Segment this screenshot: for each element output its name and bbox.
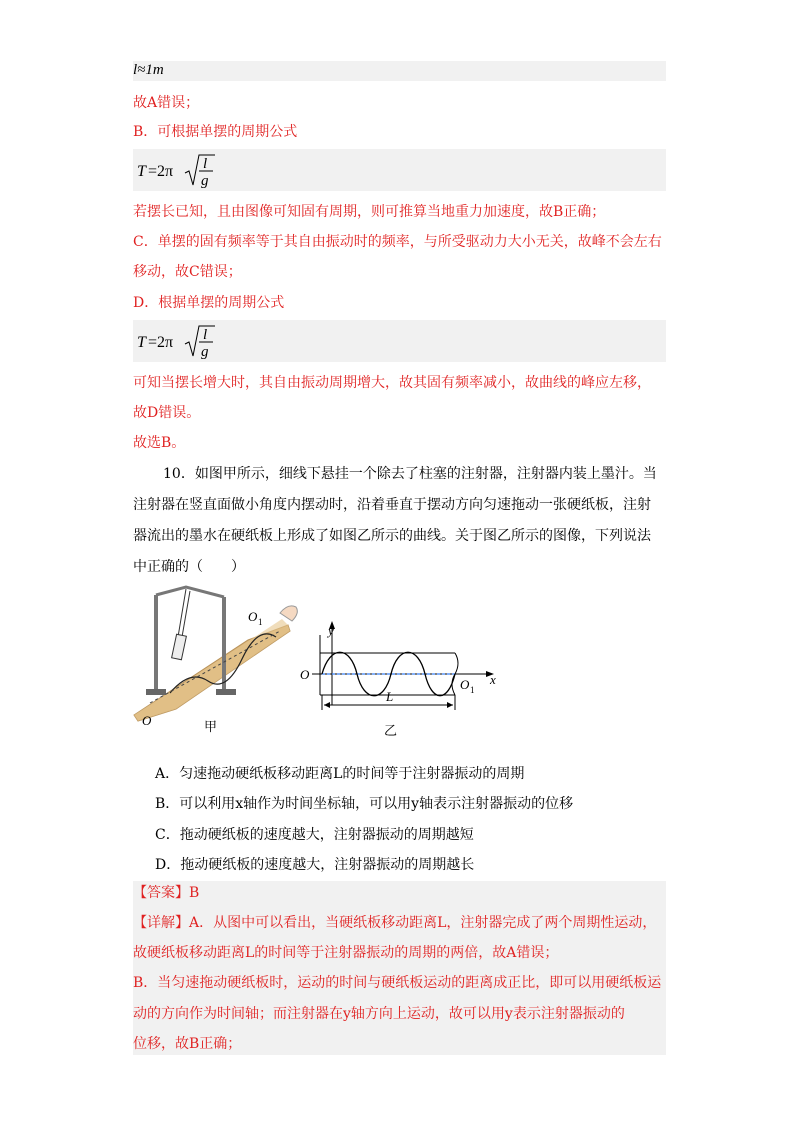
stand-base-left (146, 689, 166, 695)
period-formula-1 (133, 149, 666, 191)
formula-den: g (201, 344, 209, 360)
stand-left-post (154, 595, 158, 693)
text-d-conc-2: 故D错误。 (133, 405, 201, 421)
x-label: x (490, 672, 496, 687)
period-formula-2 (133, 320, 666, 362)
detail-line-4: 动的方向作为时间轴；而注射器在y轴方向上运动，故可以用y表示注射器振动的 (133, 1006, 625, 1022)
text-choose: 故选B。 (133, 435, 186, 451)
jia-label: 甲 (204, 719, 218, 734)
detail-line-3: B．当匀速拖动硬纸板时，运动的时间与硬纸板运动的距离成正比，即可以用硬纸板运 (133, 975, 662, 991)
l-label: L (386, 689, 394, 704)
formula-eq: =2π (148, 163, 174, 180)
svg-text:1: 1 (258, 617, 263, 627)
answer-block (133, 881, 666, 1055)
text-d-conc-1: 可知当摆长增大时，其自由振动周期增大，故其固有频率减小，故曲线的峰应左移， (133, 375, 651, 391)
detail-line-1: 【详解】A．从图中可以看出，当硬纸板移动距离L，注射器完成了两个周期性运动， (133, 915, 657, 931)
detail-line-5: 位移，故B正确； (133, 1036, 242, 1052)
question-line-3: 器流出的墨水在硬纸板上形成了如图乙所示的曲线。关于图乙所示的图像，下列说法 (133, 528, 651, 544)
answer-value: B (189, 885, 200, 901)
y-label: y (328, 623, 334, 638)
answer-line (133, 884, 666, 902)
period-formula-2-svg (133, 320, 333, 362)
text-b-intro: B．可根据单摆的周期公式 (133, 124, 298, 140)
formula-T: T (137, 163, 146, 180)
formula-eq: =2π (148, 334, 174, 351)
o1-label-jia: O (248, 609, 258, 624)
o-label-jia: O (142, 713, 152, 728)
text-c-2: 移动，故C错误； (133, 264, 242, 280)
question-line-4: 中正确的（ ） (133, 559, 245, 575)
formula-T: T (137, 334, 146, 351)
option-b: B．可以利用x轴作为时间坐标轴，可以用y轴表示注射器振动的位移 (155, 796, 574, 812)
option-c: C．拖动硬纸板的速度越大，注射器振动的周期越短 (155, 827, 474, 843)
hand-icon (280, 606, 297, 621)
text-d-intro: D．根据单摆的周期公式 (133, 295, 285, 311)
option-a: A．匀速拖动硬纸板移动距离L的时间等于注射器振动的周期 (155, 766, 525, 782)
period-formula-1-svg (133, 149, 333, 191)
graph-yi (300, 621, 496, 738)
formula-text: l≈1m (133, 62, 164, 78)
option-d: D．拖动硬纸板的速度越大，注射器振动的周期越长 (155, 857, 475, 873)
question-line-1: 10．如图甲所示，细线下悬挂一个除去了柱塞的注射器，注射器内装上墨汁。当 (163, 466, 657, 482)
pendulum-figure (130, 585, 510, 745)
o-label-yi: O (300, 667, 310, 682)
text-c-1: C．单摆的固有频率等于其自由振动时的频率，与所受驱动力大小无关，故峰不会左右 (133, 234, 662, 250)
sqrt-sign (185, 326, 215, 356)
formula-den: g (201, 173, 209, 189)
syringe-icon (172, 634, 187, 660)
text-a-wrong: 故A错误； (133, 95, 200, 111)
detail-line-2: 故硬纸板移动距离L的时间等于注射器振动的周期的两倍，故A错误； (133, 945, 559, 961)
o1-label-yi: O (460, 677, 470, 692)
svg-text:1: 1 (470, 685, 475, 695)
text-b-conclusion: 若摆长已知，且由图像可知固有周期，则可推算当地重力加速度，故B正确； (133, 204, 606, 220)
yi-label: 乙 (384, 723, 398, 738)
sqrt-sign (185, 155, 215, 185)
stand-right-post (222, 597, 226, 693)
question-line-2: 注射器在竖直面做小角度内摆动时，沿着垂直于摆动方向匀速拖动一张硬纸板，注射 (133, 497, 651, 513)
answer-label: 【答案】 (133, 885, 189, 901)
stand-base-right (216, 689, 236, 695)
formula-l-approx (133, 61, 666, 81)
formula-num: l (203, 156, 208, 172)
formula-num: l (203, 327, 208, 343)
detail-label: 【详解】 (133, 915, 189, 931)
